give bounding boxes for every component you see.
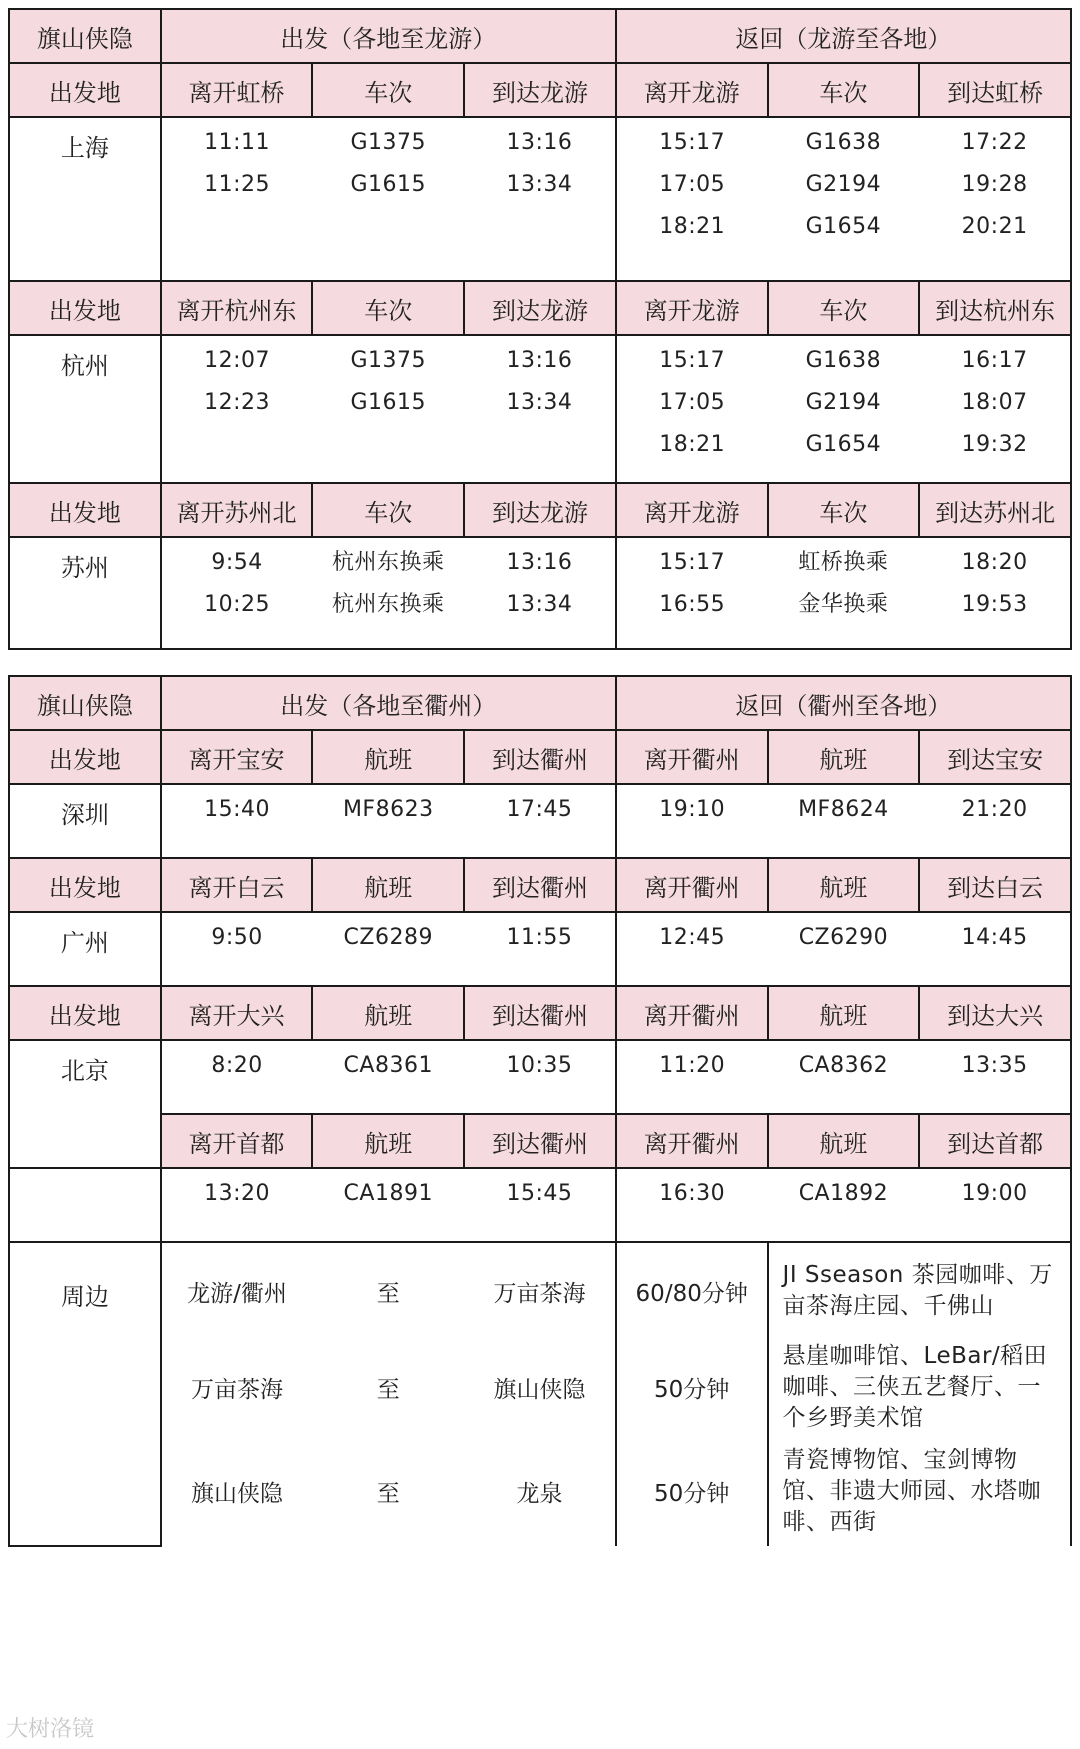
column-header: 离开衢州 — [616, 730, 768, 784]
depart-cell: 13:34 — [506, 592, 573, 617]
origin-label: 出发地 — [9, 63, 161, 117]
route-to-word: 至 — [376, 1480, 400, 1507]
return-cell: 18:20 — [961, 550, 1028, 575]
origin-city: 深圳 — [9, 784, 161, 858]
return-col-2 — [919, 784, 1071, 858]
origin-label — [9, 1114, 161, 1168]
column-header: 到达杭州东 — [919, 281, 1071, 335]
column-header: 到达大兴 — [919, 986, 1071, 1040]
column-header: 车次 — [312, 483, 464, 537]
return-col-2 — [919, 537, 1071, 649]
section-header-row — [9, 1114, 1071, 1168]
depart-cell: 15:40 — [204, 797, 270, 822]
column-header: 航班 — [768, 986, 920, 1040]
depart-cell: 12:07 — [204, 348, 270, 373]
column-header: 离开虹桥 — [161, 63, 313, 117]
return-cell: 金华换乘 — [798, 592, 889, 617]
section-data-row — [9, 784, 1071, 858]
column-header: 到达龙游 — [464, 63, 616, 117]
return-cell: 17:05 — [659, 172, 726, 197]
origin-label: 出发地 — [9, 730, 161, 784]
column-header: 离开龙游 — [616, 63, 768, 117]
return-col-2 — [919, 1168, 1071, 1242]
return-cell: 16:30 — [659, 1181, 726, 1206]
venue-name: 旗山侠隐 — [9, 676, 161, 730]
return-cell: 16:17 — [961, 348, 1028, 373]
origin-label: 出发地 — [9, 281, 161, 335]
origin-label: 出发地 — [9, 483, 161, 537]
return-header: 返回（衢州至各地） — [616, 676, 1071, 730]
depart-col-2 — [464, 1040, 616, 1114]
column-header: 航班 — [312, 1114, 464, 1168]
depart-col-1 — [312, 117, 464, 281]
depart-col-0 — [161, 912, 313, 986]
depart-cell: 13:34 — [506, 390, 573, 415]
depart-cell: MF8623 — [342, 797, 434, 822]
return-cell: 15:17 — [659, 130, 726, 155]
travel-time: 60/80分钟 — [616, 1242, 768, 1339]
depart-cell: G1615 — [350, 172, 427, 197]
column-header: 离开衢州 — [616, 986, 768, 1040]
depart-cell: 9:50 — [211, 925, 263, 950]
return-col-0 — [616, 117, 768, 281]
depart-cell: 杭州东换乘 — [332, 550, 445, 575]
column-header: 航班 — [312, 986, 464, 1040]
return-cell: 17:22 — [961, 130, 1028, 155]
origin-city: 苏州 — [9, 537, 161, 649]
nearby-row — [9, 1242, 1071, 1339]
column-header: 车次 — [312, 63, 464, 117]
origin-city: 杭州 — [9, 335, 161, 483]
venue-name: 旗山侠隐 — [9, 9, 161, 63]
depart-col-2 — [464, 537, 616, 649]
depart-cell: 15:45 — [506, 1181, 573, 1206]
depart-col-2 — [464, 912, 616, 986]
depart-col-0 — [161, 117, 313, 281]
return-cell: 16:55 — [659, 592, 726, 617]
column-header: 航班 — [312, 858, 464, 912]
depart-cell: 9:54 — [211, 550, 263, 575]
depart-cell: 8:20 — [211, 1053, 263, 1078]
column-header: 离开衢州 — [616, 1114, 768, 1168]
depart-cell: 12:23 — [204, 390, 270, 415]
section-data-row — [9, 537, 1071, 649]
return-col-0 — [616, 335, 768, 483]
depart-cell: 13:34 — [506, 172, 573, 197]
return-col-2 — [919, 117, 1071, 281]
column-header: 离开杭州东 — [161, 281, 313, 335]
section-data-row — [9, 1168, 1071, 1242]
depart-col-2 — [464, 1168, 616, 1242]
return-cell: 14:45 — [961, 925, 1028, 950]
return-cell: 15:17 — [659, 550, 726, 575]
return-cell: 虹桥换乘 — [798, 550, 889, 575]
depart-col-0 — [161, 1168, 313, 1242]
section-header-row — [9, 281, 1071, 335]
return-cell: CA8362 — [798, 1053, 889, 1078]
depart-cell: CA1891 — [343, 1181, 433, 1206]
column-header: 离开龙游 — [616, 281, 768, 335]
return-cell: G1638 — [805, 130, 882, 155]
return-header: 返回（龙游至各地） — [616, 9, 1071, 63]
return-col-1 — [768, 1168, 920, 1242]
return-cell: G1654 — [805, 432, 882, 457]
column-header: 离开苏州北 — [161, 483, 313, 537]
origin-city: 广州 — [9, 912, 161, 986]
column-header: 离开首都 — [161, 1114, 313, 1168]
depart-cell: 13:16 — [506, 550, 573, 575]
return-col-1 — [768, 537, 920, 649]
return-col-0 — [616, 537, 768, 649]
depart-col-1 — [312, 1040, 464, 1114]
section-header-row — [9, 63, 1071, 117]
column-header: 航班 — [768, 730, 920, 784]
column-header: 到达衢州 — [464, 730, 616, 784]
column-header: 离开白云 — [161, 858, 313, 912]
return-col-1 — [768, 1040, 920, 1114]
origin-label: 出发地 — [9, 858, 161, 912]
section-data-row — [9, 117, 1071, 281]
return-col-0 — [616, 1168, 768, 1242]
depart-col-0 — [161, 537, 313, 649]
depart-col-1 — [312, 1168, 464, 1242]
column-header: 到达苏州北 — [919, 483, 1071, 537]
depart-col-2 — [464, 335, 616, 483]
return-col-2 — [919, 912, 1071, 986]
route-from: 万亩茶海 — [161, 1339, 313, 1436]
return-col-0 — [616, 912, 768, 986]
depart-cell: 杭州东换乘 — [332, 592, 445, 617]
depart-col-1 — [312, 335, 464, 483]
return-cell: G1638 — [805, 348, 882, 373]
nearby-spots: 悬崖咖啡馆、LeBar/稻田咖啡、三侠五艺餐厅、一个乡野美术馆 — [768, 1339, 1071, 1436]
return-cell: G1654 — [805, 214, 882, 239]
return-cell: 19:32 — [961, 432, 1028, 457]
depart-cell: 10:25 — [204, 592, 270, 617]
return-cell: MF8624 — [798, 797, 889, 822]
route-from: 龙游/衢州 — [161, 1242, 313, 1339]
nearby-row — [9, 1436, 1071, 1546]
column-header: 车次 — [768, 483, 920, 537]
column-header: 离开宝安 — [161, 730, 313, 784]
return-cell: 19:28 — [961, 172, 1028, 197]
travel-time: 50分钟 — [616, 1436, 768, 1546]
section-header-row — [9, 986, 1071, 1040]
return-cell: 18:21 — [659, 432, 726, 457]
depart-cell: 17:45 — [506, 797, 573, 822]
return-col-1 — [768, 784, 920, 858]
section-data-row — [9, 912, 1071, 986]
depart-cell: 11:55 — [506, 925, 573, 950]
return-cell: 19:53 — [961, 592, 1028, 617]
route-to: 万亩茶海 — [464, 1242, 616, 1339]
return-col-2 — [919, 335, 1071, 483]
route-to: 旗山侠隐 — [464, 1339, 616, 1436]
depart-col-1 — [312, 912, 464, 986]
return-col-0 — [616, 1040, 768, 1114]
depart-cell: CZ6289 — [343, 925, 433, 950]
route-to-word: 至 — [376, 1377, 400, 1403]
column-header: 到达首都 — [919, 1114, 1071, 1168]
column-header: 到达宝安 — [919, 730, 1071, 784]
route-to: 龙泉 — [464, 1436, 616, 1546]
column-header: 车次 — [768, 281, 920, 335]
flight-schedule-table — [8, 675, 1072, 1547]
column-header: 到达虹桥 — [919, 63, 1071, 117]
return-cell: 18:07 — [961, 390, 1028, 415]
depart-col-1 — [312, 537, 464, 649]
return-col-0 — [616, 784, 768, 858]
depart-cell: 11:25 — [204, 172, 270, 197]
return-cell: 20:21 — [961, 214, 1028, 239]
section-data-row — [9, 1040, 1071, 1114]
depart-col-2 — [464, 117, 616, 281]
column-header: 到达龙游 — [464, 483, 616, 537]
depart-col-0 — [161, 784, 313, 858]
table-header-row — [9, 9, 1071, 63]
table-header-row — [9, 676, 1071, 730]
route-from: 旗山侠隐 — [161, 1436, 313, 1546]
section-header-row — [9, 730, 1071, 784]
return-cell: 19:00 — [961, 1181, 1028, 1206]
depart-header: 出发（各地至龙游） — [161, 9, 616, 63]
route-to-word: 至 — [376, 1280, 400, 1307]
section-header-row — [9, 483, 1071, 537]
column-header: 到达衢州 — [464, 1114, 616, 1168]
column-header: 到达衢州 — [464, 986, 616, 1040]
return-col-1 — [768, 117, 920, 281]
return-cell: 18:21 — [659, 214, 726, 239]
nearby-spots: 青瓷博物馆、宝剑博物馆、非遗大师园、水塔咖啡、西街 — [768, 1436, 1071, 1546]
return-cell: 11:20 — [659, 1053, 726, 1078]
depart-cell: CA8361 — [343, 1053, 433, 1078]
column-header: 航班 — [312, 730, 464, 784]
depart-cell: G1375 — [350, 348, 427, 373]
return-cell: 17:05 — [659, 390, 726, 415]
travel-time: 50分钟 — [616, 1339, 768, 1436]
column-header: 离开龙游 — [616, 483, 768, 537]
nearby-spots: JI Sseason 茶园咖啡、万亩茶海庄园、千佛山 — [768, 1242, 1071, 1339]
depart-cell: 13:16 — [506, 348, 573, 373]
column-header: 航班 — [768, 858, 920, 912]
column-header: 到达衢州 — [464, 858, 616, 912]
depart-cell: 13:16 — [506, 130, 573, 155]
depart-col-2 — [464, 784, 616, 858]
return-cell: 13:35 — [961, 1053, 1028, 1078]
column-header: 离开衢州 — [616, 858, 768, 912]
column-header: 到达龙游 — [464, 281, 616, 335]
return-cell: 19:10 — [659, 797, 726, 822]
column-header: 航班 — [768, 1114, 920, 1168]
column-header: 离开大兴 — [161, 986, 313, 1040]
depart-col-1 — [312, 784, 464, 858]
watermark: 大树洛镜 — [6, 1717, 95, 1742]
train-schedule-table — [8, 8, 1072, 650]
column-header: 到达白云 — [919, 858, 1071, 912]
origin-city — [9, 1168, 161, 1242]
origin-city: 北京 — [9, 1040, 161, 1114]
section-data-row — [9, 335, 1071, 483]
section-header-row — [9, 858, 1071, 912]
depart-cell: 10:35 — [506, 1053, 573, 1078]
return-cell: CZ6290 — [798, 925, 889, 950]
depart-header: 出发（各地至衢州） — [161, 676, 616, 730]
return-cell: CA1892 — [798, 1181, 889, 1206]
return-cell: G2194 — [805, 390, 882, 415]
depart-cell: 11:11 — [204, 130, 270, 155]
depart-cell: G1375 — [350, 130, 427, 155]
return-cell: 15:17 — [659, 348, 726, 373]
return-col-1 — [768, 335, 920, 483]
return-cell: 21:20 — [961, 797, 1028, 822]
origin-city: 上海 — [9, 117, 161, 281]
depart-col-0 — [161, 1040, 313, 1114]
column-header: 车次 — [312, 281, 464, 335]
return-cell: 12:45 — [659, 925, 726, 950]
return-col-2 — [919, 1040, 1071, 1114]
return-col-1 — [768, 912, 920, 986]
depart-cell: G1615 — [350, 390, 427, 415]
depart-cell: 13:20 — [204, 1181, 270, 1206]
nearby-label: 周边 — [9, 1242, 161, 1546]
origin-label: 出发地 — [9, 986, 161, 1040]
depart-col-0 — [161, 335, 313, 483]
return-cell: G2194 — [805, 172, 882, 197]
nearby-row — [9, 1339, 1071, 1436]
column-header: 车次 — [768, 63, 920, 117]
